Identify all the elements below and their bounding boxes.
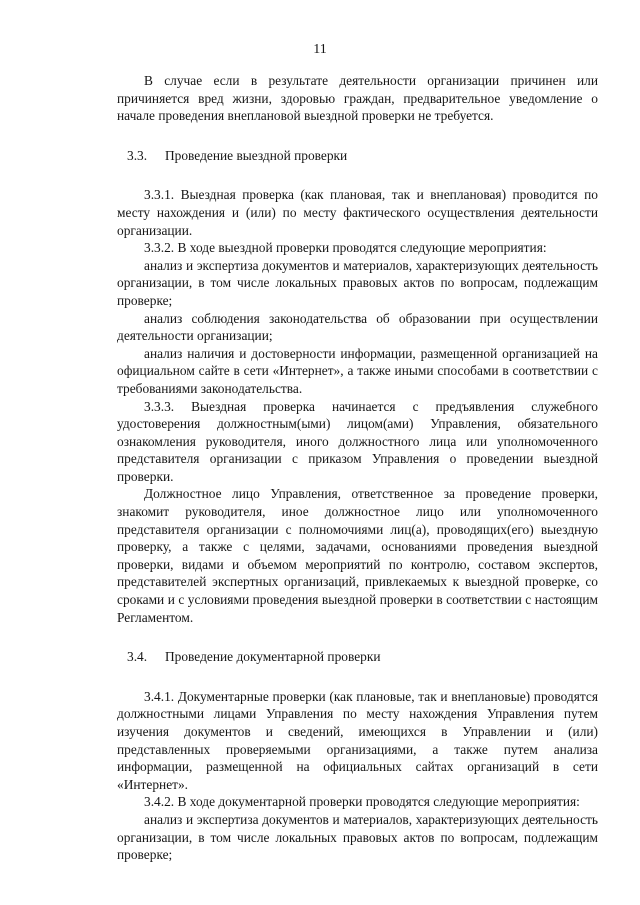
section-title: Проведение выездной проверки — [165, 147, 348, 163]
section-heading-3-4 — [117, 648, 598, 666]
spacer — [117, 666, 598, 688]
paragraph-analysis-compliance: анализ соблюдения законодательства об образовании при осуществлении деятельности организации; — [117, 310, 598, 344]
paragraph-3-4-1: 3.4.1. Документарные проверки (как плановые, так и внеплановые) проводятся должностными лицами Управления по месту нахождения Управления путем изучения документов и сведений, имеющихся в Управлении и (или) представленных проверяемыми организациями, а также путем анализа информации, размещенной на официальных сайтах организаций в сети «Интернет». — [117, 688, 598, 792]
paragraph-official-acquaints: Должностное лицо Управления, ответственное за проведение проверки, знакомит руководителя, иное должностное лицо или уполномоченного представителя организации с полномочиями лиц(а), проводящих(его) выездную проверку, а также с целями, задачами, основаниями проведения выездной проверки, видами и объемом мероприятий по контролю, составом экспертов, представителей экспертных организаций, привлекаемых к выездной проверке, со сроками и с условиями проведения выездной проверки в соответствии с настоящим Регламентом. — [117, 486, 598, 625]
paragraph-analysis-documents: анализ и экспертиза документов и материалов, характеризующих деятельность организации, в том числе локальных правовых актов по вопросам, подлежащим проверке; — [117, 257, 598, 308]
spacer — [117, 125, 598, 147]
paragraph-3-3-3: 3.3.3. Выездная проверка начинается с предъявления служебного удостоверения должностным(ыми) лицом(ами) Управления, обязательного ознакомления руководителя, иного должностного лица или уполномоченного представителя организации с приказом Управления о проведении выездной проверки. — [117, 398, 598, 484]
document-body — [117, 72, 598, 864]
paragraph-3-3-1: 3.3.1. Выездная проверка (как плановая, так и внеплановая) проводится по месту нахождения и (или) по месту фактического осуществления деятельности организации. — [117, 187, 598, 238]
spacer — [117, 626, 598, 648]
section-number: 3.3. — [127, 147, 148, 163]
page-number: 11 — [313, 42, 327, 57]
spacer — [117, 164, 598, 186]
paragraph-analysis-documents-2: анализ и экспертиза документов и материалов, характеризующих деятельность организации, в том числе локальных правовых актов по вопросам, подлежащим проверке; — [117, 811, 598, 863]
paragraph-3-4-2: 3.4.2. В ходе документарной проверки проводятся следующие мероприятия: — [144, 794, 580, 810]
section-title: Проведение документарной проверки — [165, 649, 381, 665]
paragraph-analysis-website: анализ наличия и достоверности информации, размещенной организацией на официальном сайте в сети «Интернет», а также иными способами в соответствии с требованиями законодательства. — [117, 345, 598, 396]
section-number: 3.4. — [127, 649, 148, 665]
section-heading-3-3 — [117, 147, 598, 165]
paragraph-3-3-2: 3.3.2. В ходе выездной проверки проводятся следующие мероприятия: — [144, 240, 547, 256]
paragraph-unplanned-inspection-notice: В случае если в результате деятельности организации причинен или причиняется вред жизни, здоровью граждан, предварительное уведомление о начале проведения внеплановой выездной проверки не требуется. — [117, 73, 598, 124]
